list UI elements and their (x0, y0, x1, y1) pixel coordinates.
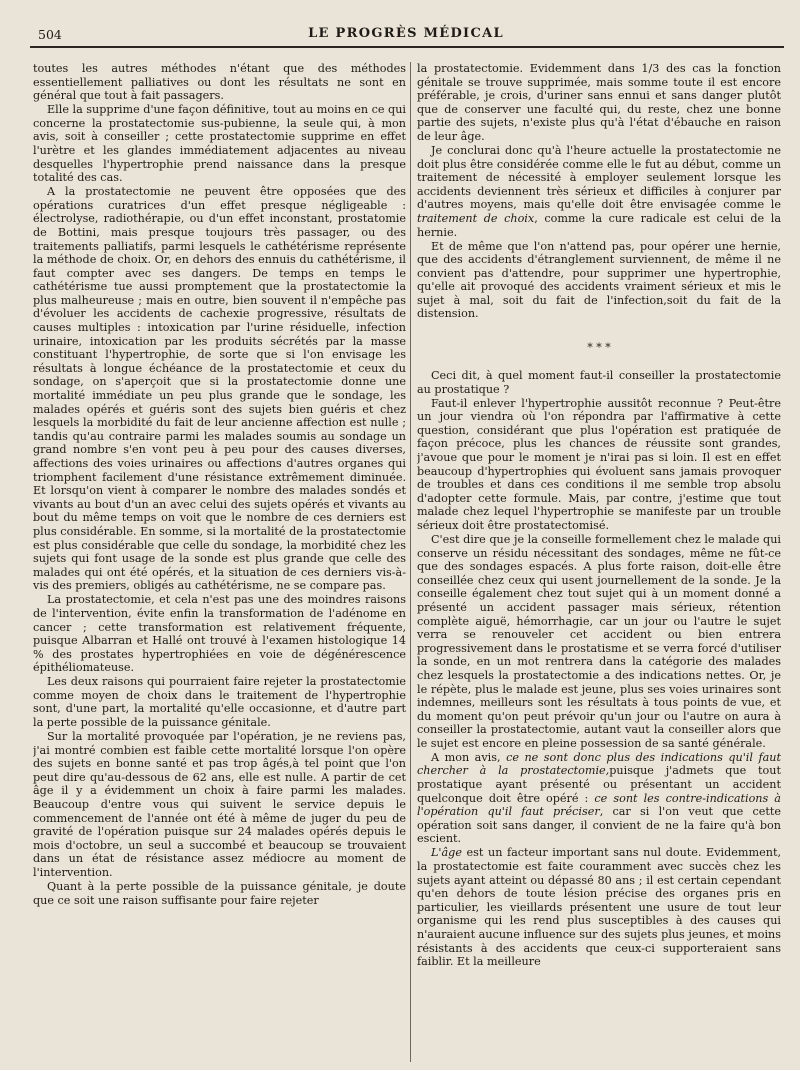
paragraph: C'est dire que je la conseille formellement chez le malade qui conserve un résidu nécessitant des sondages, même ne fût-ce que des sondages espacés. A plus forte raison, doit-elle être conseillée chez ceux qui usent journellement de la sonde. Je la conseille également chez tout sujet qui à un moment donné a présenté un accident passager mais sérieux, rétention complète aiguë, hémorrhagie, car un jour ou l'autre le sujet verra se renouveler cet accident ou bien entrera progressivement dans le prostatisme et se verra forcé d'utiliser la sonde, en un mot rentrera dans la catégorie des malades chez lesquels la prostatectomie a des indications nettes. Or, je le répète, plus le malade est jeune, plus ses voies urinaires sont indemnes, meilleurs sont les résultats à tous points de vue, et du moment qu'on peut prévoir qu'un jour ou l'autre on aura à conseiller la prostatectomie, autant vaut la conseiller alors que le sujet est encore en pleine possession de sa santé générale. (417, 532, 781, 750)
page-header (30, 24, 782, 46)
paragraph: toutes les autres méthodes n'étant que des méthodes essentiellement palliatives ou dont les résultats ne sont en général que tout à fait passagers. (33, 62, 406, 103)
journal-title: LE PROGRÈS MÉDICAL (308, 26, 504, 41)
paragraph: Quant à la perte possible de la puissance génitale, je doute que ce soit une raison suffisante pour faire rejeter (33, 879, 406, 907)
header-rule (30, 46, 784, 48)
paragraph: Elle la supprime d'une façon définitive, tout au moins en ce qui concerne la prostatectomie sus-pubienne, la seule qui, à mon avis, soit à conseiller ; cette prostatectomie supprime en effet l'urètre et les glandes immédiatement adjacentes au niveau desquelles l'hypertrophie prend naissance dans la presque totalité des cas. (33, 103, 406, 185)
page-number: 504 (38, 27, 62, 42)
paragraph (417, 846, 781, 968)
column-divider (410, 62, 411, 1062)
paragraph: Les deux raisons qui pourraient faire rejeter la prostatectomie comme moyen de choix dans le traitement de l'hypertrophie sont, d'une part, la mortalité qu'elle occasionne, et d'autre part la perte possible de la puissance génitale. (33, 675, 406, 730)
left-column (33, 62, 406, 1062)
text-run: A mon avis, (431, 750, 507, 764)
paragraph: A la prostatectomie ne peuvent être opposées que des opérations curatrices d'un effet presque négligeable : électrolyse, radiothérapie, ou d'un effet inconstant, prostatomie de Bottini, mais presque toujours très passager, ou des traitements palliatifs, parmi lesquels le cathétérisme représente la méthode de choix. Or, en dehors des ennuis du cathétérisme, il faut compter avec ses dangers. De temps en temps le cathétérisme tue aussi promptement que la prostatectomie la plus malheureuse ; mais en outre, bien souvent il n'empêche pas d'évoluer les accidents de cachexie progressive, résultats de causes multiples : intoxication par l'urine résiduelle, infection urinaire, intoxication par les produits sécrétés par la masse constituant l'hypertrophie, de sorte que si l'on envisage les résultats à longue échéance de la prostatectomie et ceux du sondage, on s'aperçoit que si la prostatectomie donne une mortalité immédiate un peu plus grande que le sondage, les malades opérés et guéris sont des sujets bien guéris et chez lesquels la morbidité du fait de leur ancienne affection est nulle ; tandis qu'au contraire parmi les malades soumis au sondage un grand nombre s'en vont peu à peu pour des causes diverses, affections des voies urinaires ou affections d'autres organes qui triomphent facilement d'une résistance extrêmement diminuée. Et lorsqu'on vient à comparer le nombre des malades sondés et vivants au bout d'un an avec celui des sujets opérés et vivants au bout du même temps on voit que le nombre de ces derniers est plus considérable. En somme, si la mortalité de la prostatectomie est plus considérable que celle du sondage, la morbidité chez les sujets qui font usage de la sonde est plus grande que celle des malades qui ont été opérés, et la situation de ces derniers vis-à-vis des premiers, obligés au cathétérisme, ne se compare pas. (33, 185, 406, 593)
emphasis: L'âge (431, 846, 462, 860)
emphasis: ce sont les contre-indications à l'opération qu'il faut préciser (417, 791, 781, 819)
paragraph: Faut-il enlever l'hypertrophie aussitôt reconnue ? Peut-être un jour viendra où l'on répondra par l'affirmative à cette question, considérant que plus l'opération est pratiquée de façon précoce, plus les chances de réussite sont grandes, j'avoue que pour le moment je n'irai pas si loin. Il est en effet beaucoup d'hypertrophies qui évoluent sans jamais provoquer de troubles et dans ces conditions il me semble trop absolu d'adopter cette formule. Mais, par contre, j'estime que tout malade chez lequel l'hypertrophie se manifeste par un trouble sérieux doit être prostatectomisé. (417, 396, 781, 532)
emphasis: ce ne sont donc plus des indications qu'il faut chercher à la prostatectomie, (417, 750, 781, 778)
paragraph: La prostatectomie, et cela n'est pas une des moindres raisons de l'intervention, évite enfin la transformation de l'adénome en cancer ; cette transformation est relativement fréquente, puisque Albarran et Hallé ont trouvé à l'examen histologique 14 % des prostates hypertrophiées en voie de dégénérescence épithéliomateuse. (33, 593, 406, 675)
paragraph: la prostatectomie. Evidemment dans 1/3 des cas la fonction génitale se trouve supprimée, mais somme toute il est encore préférable, je crois, d'uriner sans ennui et sans danger plutôt que de conserver une faculté qui, du reste, chez une bonne partie des sujets, n'existe plus qu'à l'état d'ébauche en raison de leur âge. (417, 62, 781, 143)
text-run: puisque j'admets que tout prostatique ayant présenté ou présentant un accident quelconque doit être opéré : (417, 764, 781, 805)
paragraph (417, 751, 781, 846)
emphasis: traitement de choix (417, 211, 535, 225)
paragraph: Sur la mortalité provoquée par l'opération, je ne reviens pas, j'ai montré combien est faible cette mortalité lorsque l'on opère des sujets en bonne santé et pas trop âgés,à tel point que l'on peut dire qu'au-dessous de 62 ans, elle est nulle. A partir de cet âge il y a évidemment un choix à faire parmi les malades. Beaucoup d'entre vous qui suivent le service depuis le commencement de l'année ont été à même de juger du peu de gravité de l'opération puisque sur 24 malades opérés depuis le mois d'octobre, un seul a succombé et beaucoup se trouvaient dans un état de résistance assez médiocre au moment de l'intervention. (33, 730, 406, 879)
text-run: Je conclurai donc qu'à l'heure actuelle la prostatectomie ne doit plus être considérée comme elle le fut au début, comme un traitement de nécessité à employer seulement lorsque les accidents deviennent très sérieux et difficiles à conjurer par d'autres moyens, mais qu'elle doit être envisagée comme le (417, 143, 781, 212)
text-run: , car si l'on veut que cette opération soit sans danger, il convient de ne la faire qu'à bon escient. (417, 805, 781, 846)
text-run: , comme la cure radicale est celui de la hernie. (417, 211, 781, 239)
text-run: est un facteur important sans nul doute. Evidemment, la prostatectomie est faite couramment avec succès chez les sujets ayant atteint ou dépassé 80 ans ; il est certain cependant qu'en dehors de toute lésion précise des organes pris en particulier, les vieillards présentent une usure de tout leur organisme qui les rend plus susceptibles à des causes qui n'auraient aucune influence sur des sujets plus jeunes, et moins résistants à des accidents que ceux-ci supporteraient sans faiblir. Et la meilleure (417, 846, 781, 969)
section-separator: * * * (587, 341, 611, 355)
paragraph: Ceci dit, à quel moment faut-il conseiller la prostatectomie au prostatique ? (417, 369, 781, 396)
paragraph: Et de même que l'on n'attend pas, pour opérer une hernie, que des accidents d'étranglement surviennent, de même il ne convient pas d'attendre, pour supprimer une hypertrophie, qu'elle ait provoqué des accidents vraiment sérieux et mis le sujet à mal, soit du fait de l'infection,soit du fait de la distension. (417, 239, 781, 321)
paragraph (417, 144, 781, 239)
right-column (417, 62, 781, 1062)
